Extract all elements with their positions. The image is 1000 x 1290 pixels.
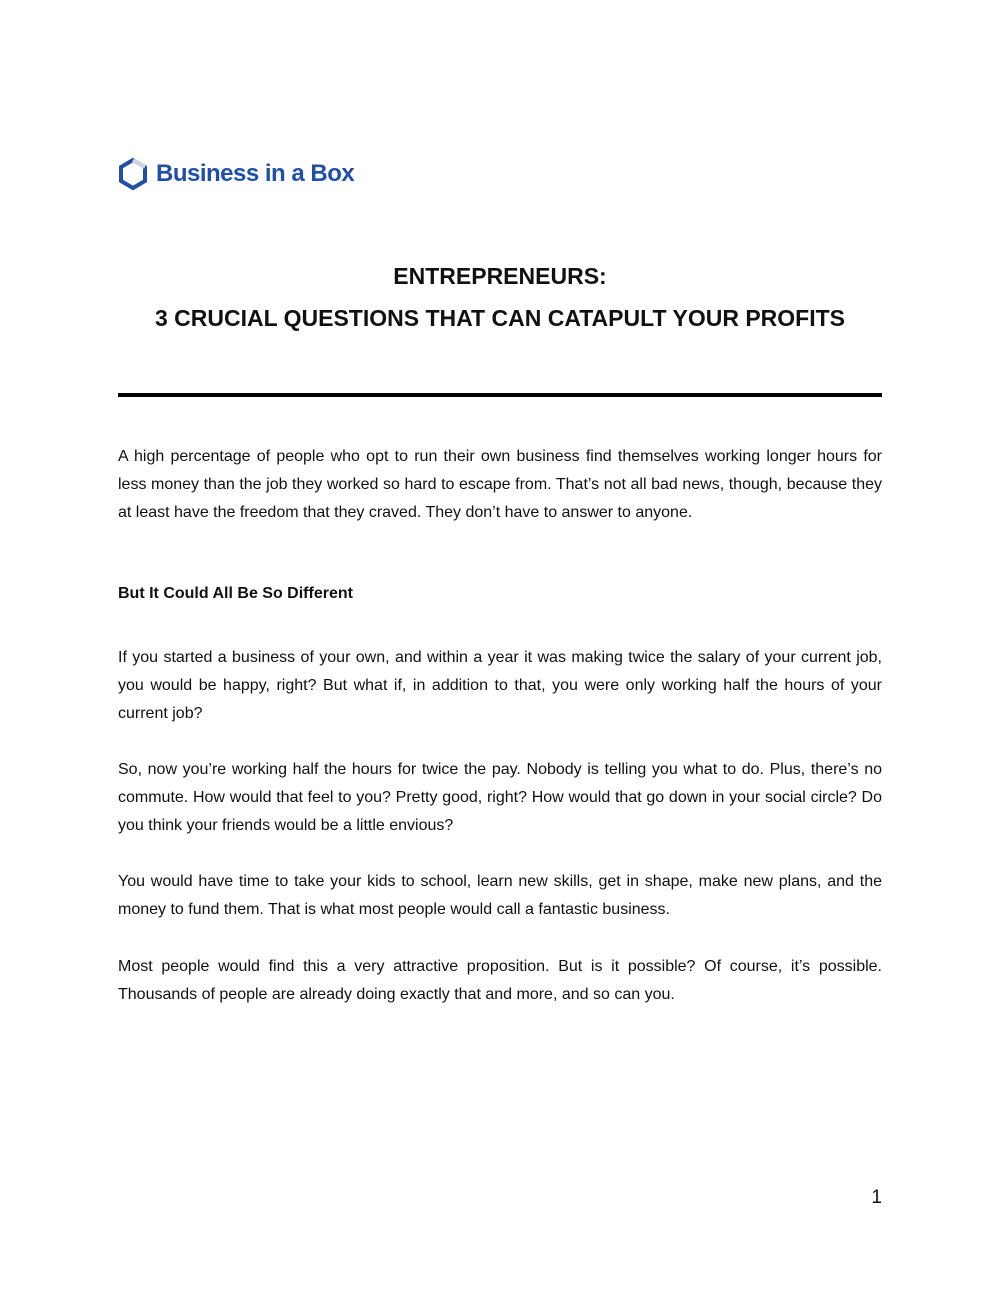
divider — [118, 393, 882, 397]
paragraph: If you started a business of your own, and within a year it was making twice the salary of your current job, you would be happy, right? But what if, in addition to that, you were only working half the hours of your current job? — [118, 649, 882, 722]
title-line-1: ENTREPRENEURS: — [393, 263, 607, 289]
logo — [118, 157, 354, 191]
title-line-2: 3 CRUCIAL QUESTIONS THAT CAN CATAPULT YOUR PROFITS — [154, 305, 845, 331]
page-number: 1 — [871, 1187, 882, 1208]
section-heading: But It Could All Be So Different — [118, 585, 353, 602]
paragraph: Most people would find this a very attractive proposition. But is it possible? Of course, it’s possible. Thousands of people are already doing exactly that and more, and so can you. — [118, 958, 882, 1003]
hexagon-logo-icon — [118, 157, 148, 191]
paragraph: A high percentage of people who opt to run their own business find themselves working longer hours for less money than the job they worked so hard to escape from. That’s not all bad news, though, because they at least have the freedom that they craved. They don’t have to answer to anyone. — [118, 448, 882, 521]
paragraph: You would have time to take your kids to school, learn new skills, get in shape, make new plans, and the money to fund them. That is what most people would call a fantastic business. — [118, 873, 882, 918]
paragraph: So, now you’re working half the hours for twice the pay. Nobody is telling you what to do. Plus, there’s no commute. How would that feel to you? Pretty good, right? How would that go down in your social circle? Do you think your friends would be a little envious? — [118, 761, 882, 834]
logo-text: Business in a Box — [156, 160, 355, 187]
